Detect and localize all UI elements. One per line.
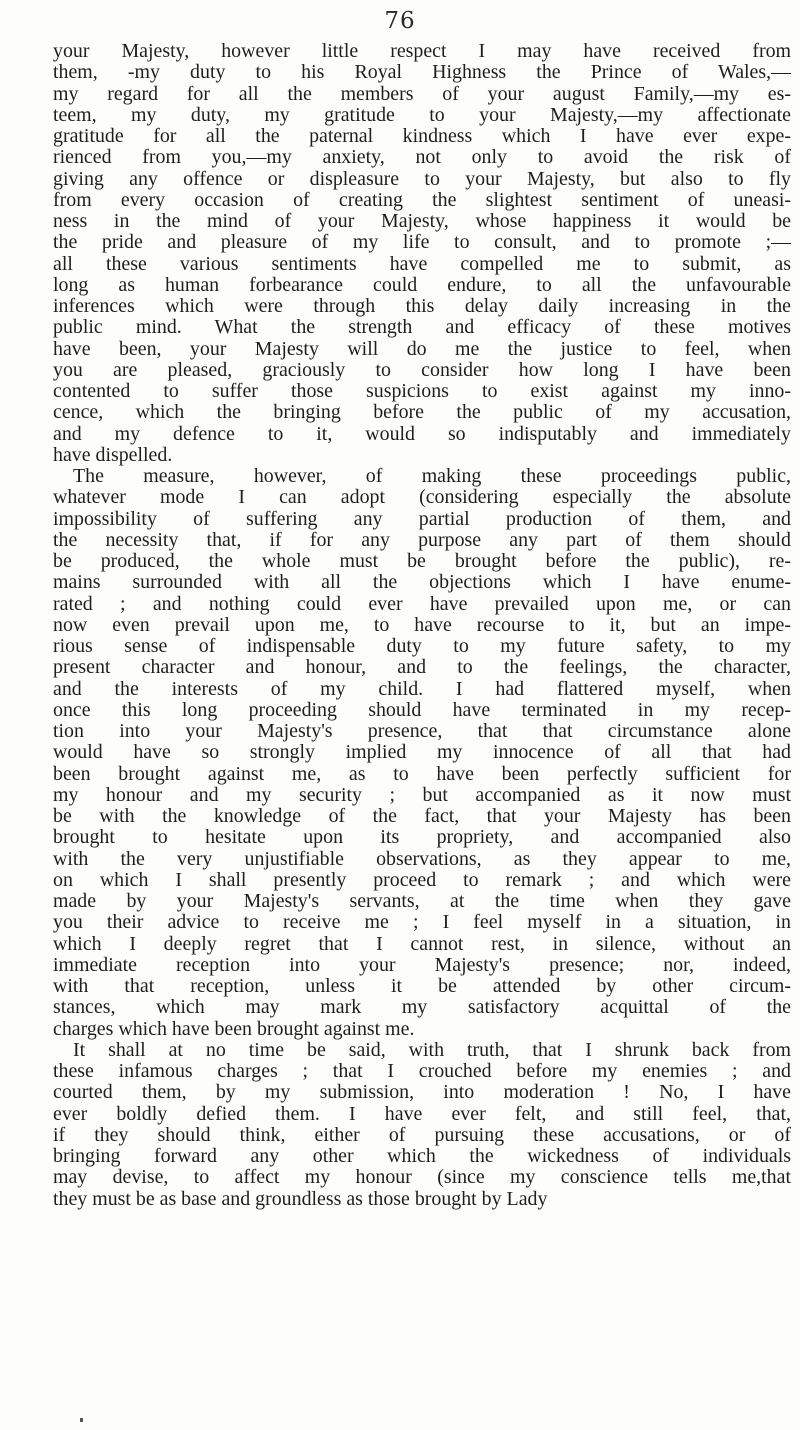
text-line: ness in the mind of your Majesty, whose happiness it would be — [53, 211, 791, 232]
text-line: whatever mode I can adopt (considering especially the absolute — [53, 487, 791, 509]
text-line: giving any offence or displeasure to your Majesty, but also to fly — [53, 168, 791, 190]
text-line: mains surrounded with all the objections which I have enume- — [53, 572, 791, 594]
text-line: have been, your Majesty will do me the justice to feel, when — [53, 338, 791, 360]
text-line: you their advice to receive me ; I feel myself in a situation, in — [53, 912, 791, 934]
text-line: cence, which the bringing before the public of my accusation, — [53, 402, 791, 424]
text-line: rienced from you,—my anxiety, not only to avoid the risk of — [53, 147, 791, 169]
text-line: and the interests of my child. I had flattered myself, when — [53, 678, 791, 700]
text-line: all these various sentiments have compelled me to submit, as — [53, 253, 791, 275]
text-line: teem, my duty, my gratitude to your Majesty,—my affectionate — [53, 104, 791, 126]
text-line: my honour and my security ; but accompanied as it now must — [53, 784, 791, 806]
print-speck — [80, 1418, 83, 1422]
body-text — [53, 41, 791, 1210]
text-line: from every occasion of creating the slightest sentiment of uneasi- — [53, 189, 791, 211]
text-line: my regard for all the members of your august Family,—my es- — [53, 83, 791, 105]
text-line: if they should think, either of pursuing these accusations, or of — [53, 1124, 791, 1146]
text-line: made by your Majesty's servants, at the time when they gave — [53, 891, 791, 912]
text-line: gratitude for all the paternal kindness which I have ever expe- — [53, 126, 791, 147]
text-line: rious sense of indispensable duty to my future safety, to my — [53, 636, 791, 657]
text-line: rated ; and nothing could ever have prevailed upon me, or can — [53, 593, 791, 615]
text-line: you are pleased, graciously to consider how long I have been — [53, 359, 791, 381]
text-line: the necessity that, if for any purpose any part of them should — [53, 529, 791, 551]
text-line: immediate reception into your Majesty's presence; nor, indeed, — [53, 954, 791, 976]
text-line: courted them, by my submission, into moderation ! No, I have — [53, 1082, 791, 1104]
text-line: public mind. What the strength and efficacy of these motives — [53, 317, 791, 339]
text-line: contented to suffer those suspicions to exist against my inno- — [53, 381, 791, 402]
text-line: with that reception, unless it be attended by other circum- — [53, 976, 791, 997]
paragraph — [53, 41, 791, 466]
text-line: on which I shall presently proceed to remark ; and which were — [53, 869, 791, 891]
text-line: them, -my duty to his Royal Highness the Prince of Wales,— — [53, 62, 791, 84]
text-line: ever boldly defied them. I have ever felt, and still feel, that, — [53, 1103, 791, 1125]
text-line: impossibility of suffering any partial production of them, and — [53, 508, 791, 530]
text-line: bringing forward any other which the wickedness of individuals — [53, 1146, 791, 1167]
paragraph — [53, 1040, 791, 1210]
text-line: be produced, the whole must be brought before the public), re- — [53, 551, 791, 572]
text-line: your Majesty, however little respect I may have received from — [53, 41, 791, 62]
page-number: 76 — [384, 8, 416, 34]
text-line: the pride and pleasure of my life to consult, and to promote ;— — [53, 232, 791, 254]
paragraph — [53, 466, 791, 1040]
text-line: The measure, however, of making these proceedings public, — [73, 466, 791, 487]
text-line: tion into your Majesty's presence, that that circumstance alone — [53, 721, 791, 742]
text-line: stances, which may mark my satisfactory acquittal of the — [53, 997, 791, 1019]
text-line: would have so strongly implied my innocence of all that had — [53, 742, 791, 764]
text-line: present character and honour, and to the feelings, the character, — [53, 657, 791, 679]
text-line: brought to hesitate upon its propriety, and accompanied also — [53, 827, 791, 849]
text-line: long as human forbearance could endure, to all the unfavourable — [53, 274, 791, 296]
text-line: now even prevail upon me, to have recourse to it, but an impe- — [53, 614, 791, 636]
text-line: they must be as base and groundless as those brought by Lady — [53, 1188, 548, 1210]
text-line: It shall at no time be said, with truth, that I shrunk back from — [73, 1039, 791, 1061]
text-line: be with the knowledge of the fact, that your Majesty has been — [53, 806, 791, 827]
text-line: once this long proceeding should have terminated in my recep- — [53, 699, 791, 721]
text-line: charges which have been brought against me. — [53, 1018, 415, 1040]
text-line: which I deeply regret that I cannot rest, in silence, without an — [53, 933, 791, 955]
text-line: these infamous charges ; that I crouched before my enemies ; and — [53, 1061, 791, 1082]
text-line: may devise, to affect my honour (since my conscience tells me,that — [53, 1167, 791, 1189]
text-line: been brought against me, as to have been perfectly sufficient for — [53, 763, 791, 785]
text-line: and my defence to it, would so indisputably and immediately — [53, 423, 791, 445]
text-line: have dispelled. — [53, 444, 173, 466]
text-line: inferences which were through this delay daily increasing in the — [53, 296, 791, 317]
text-line: with the very unjustifiable observations, as they appear to me, — [53, 848, 791, 870]
